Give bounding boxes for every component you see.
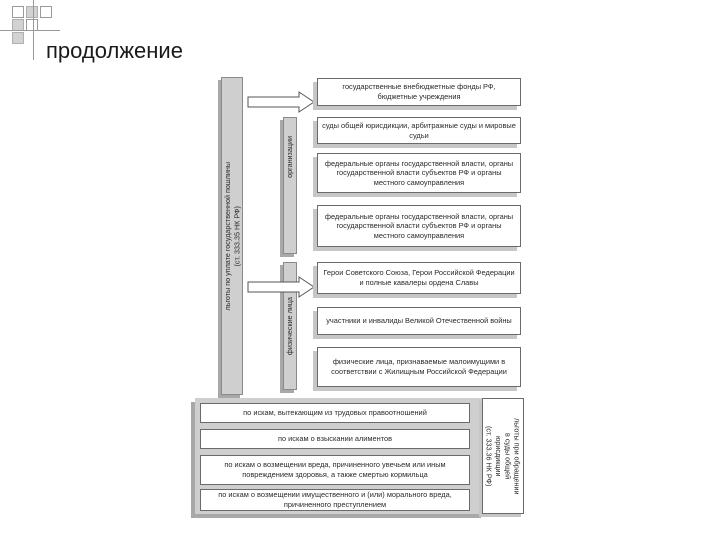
tax-benefits-title: льготы по уплате государственной пошлины <box>222 161 232 311</box>
decor-square <box>40 6 52 18</box>
case-box-alimony: по искам о взыскании алиментов <box>200 429 470 449</box>
organizations-label: организации <box>285 136 295 178</box>
org-box-courts: суды общей юрисдикции, арбитражные суды и мировые судьи <box>317 117 521 144</box>
phys-box-veterans: участники и инвалиды Великой Отечественной войны <box>317 307 521 335</box>
arrow-to-funds <box>243 90 317 114</box>
org-box-funds: государственные внебюджетные фонды РФ, бюджетные учреждения <box>317 78 521 106</box>
organizations-label-wrap <box>283 117 297 197</box>
court-benefits-line-2: в суды общей <box>503 432 513 480</box>
decor-square <box>26 6 38 18</box>
tax-benefits-label <box>221 77 243 395</box>
court-benefits-line-1: льготы при обращении <box>512 417 522 495</box>
decor-line <box>0 30 60 31</box>
page-title: продолжение <box>46 38 183 63</box>
phys-box-heroes: Герои Советского Союза, Герои Российской Федерации и полные кавалеры ордена Славы <box>317 262 521 294</box>
right-arrow-icon <box>248 277 314 297</box>
org-box-authorities-1: федеральные органы государственной власти, органы государственной власти субъектов РФ и органы местного самоуправления <box>317 153 521 193</box>
court-benefits-line-4: (ст. 333.36 НК РФ) <box>484 425 494 487</box>
arrow-to-heroes <box>243 275 317 299</box>
case-box-crime-damage: по искам о возмещении имущественного и (или) морального вреда, причиненного преступлением <box>200 489 470 511</box>
right-arrow-icon <box>248 92 314 112</box>
court-benefits-label <box>482 398 524 514</box>
case-box-injury: по искам о возмещении вреда, причиненного увечьем или иным повреждением здоровья, а также смертью кормильца <box>200 455 470 485</box>
tax-benefits-article: (ст. 333.35 НК РФ) <box>232 205 241 267</box>
court-benefits-line-3: юрисдикции <box>494 435 503 477</box>
case-box-labor: по искам, вытекающим из трудовых правоотношений <box>200 403 470 423</box>
decor-square <box>12 32 24 44</box>
org-box-authorities-2: федеральные органы государственной власти, органы государственной власти субъектов РФ и органы местного самоуправления <box>317 205 521 247</box>
phys-box-low-income: физические лица, признаваемые малоимущими в соответствии с Жилищным Российской Федерации <box>317 347 521 387</box>
individuals-label: физические лица <box>285 296 295 356</box>
decor-square <box>12 6 24 18</box>
